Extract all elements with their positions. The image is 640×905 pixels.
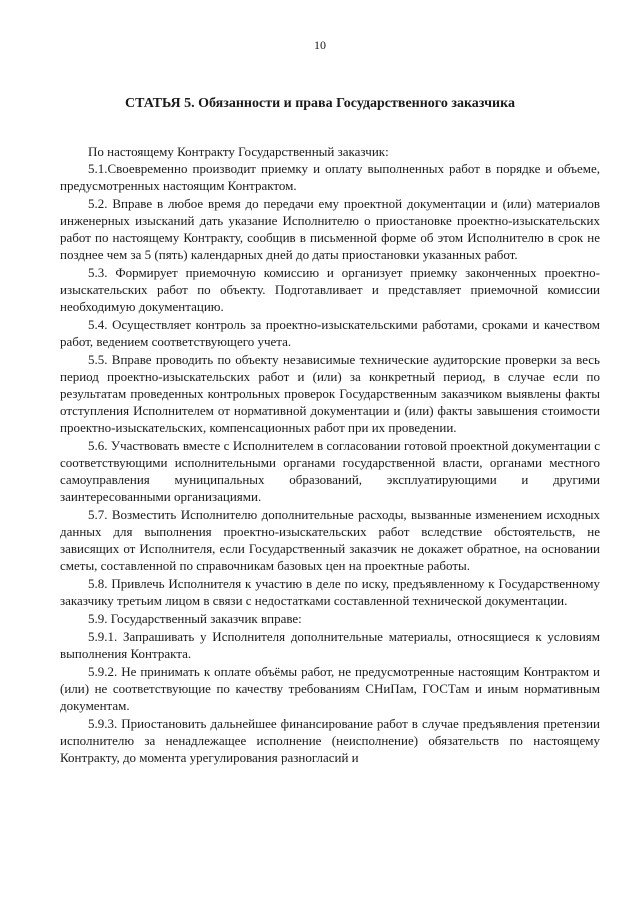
clause-5-1: 5.1.Своевременно производит приемку и оплату выполненных работ в порядке и объеме, предусмотренных настоящим Контрактом.: [60, 161, 600, 193]
page-number: 10: [314, 38, 326, 52]
clause-5-4: 5.4. Осуществляет контроль за проектно-изыскательскими работами, сроками и качеством работ, ведением соответствующего учета.: [60, 317, 600, 349]
article-title: СТАТЬЯ 5. Обязанности и права Государственного заказчика: [125, 96, 515, 111]
clause-5-2: 5.2. Вправе в любое время до передачи ему проектной документации и (или) материалов инженерных изысканий дать указание Исполнителю о приостановке проектно-изыскательских работ по настоящему Контракту, сообщив в письменной форме об этом Исполнителю в срок не позднее чем за 5 (пять) календарных дней до даты приостановки указанных работ.: [60, 196, 600, 262]
clause-5-9-3: 5.9.3. Приостановить дальнейшее финансирование работ в случае предъявления претензии исполнителю за ненадлежащее исполнение (неисполнение) обязательств по настоящему Контракту, до момента урегулирования разногласий и: [60, 716, 600, 765]
clause-5-9: 5.9. Государственный заказчик вправе:: [88, 611, 302, 626]
clause-5-8: 5.8. Привлечь Исполнителя к участию в деле по иску, предъявленному к Государственному заказчику третьим лицом в связи с недостатками составленной технической документации.: [60, 576, 600, 608]
intro-paragraph: По настоящему Контракту Государственный заказчик:: [88, 144, 389, 159]
clause-5-9-2: 5.9.2. Не принимать к оплате объёмы работ, не предусмотренные настоящим Контрактом и (или) не соответствующие по качеству требованиям СНиПам, ГОСТам и иным нормативным документам.: [60, 664, 600, 713]
clause-5-3: 5.3. Формирует приемочную комиссию и организует приемку законченных проектно-изыскательских работ по объекту. Подготавливает и представляет приемочной комиссии необходимую документацию.: [60, 265, 600, 314]
clause-5-7: 5.7. Возместить Исполнителю дополнительные расходы, вызванные изменением исходных данных для выполнения проектно-изыскательских работ вследствие обстоятельств, не зависящих от Исполнителя, если Государственный заказчик не докажет обратное, на основании сметы, составленной по справочникам базовых цен на проектные работы.: [60, 507, 600, 573]
clause-5-5: 5.5. Вправе проводить по объекту независимые технические аудиторские проверки за весь период проектно-изыскательских работ и (или) за конкретный период, в случае если по результатам проведенных контрольных проверок Государственным заказчиком выявлены факты отступления Исполнителем от нормативной документации и (или) факты завышения стоимости проектно-изыскательских, компенсационных работ при их проведении.: [60, 352, 600, 435]
clause-5-9-1: 5.9.1. Запрашивать у Исполнителя дополнительные материалы, относящиеся к условиям выполнения Контракта.: [60, 629, 600, 661]
article-body: [60, 143, 600, 767]
clause-5-6: 5.6. Участвовать вместе с Исполнителем в согласовании готовой проектной документации с соответствующими исполнительными органами государственной власти, органами местного самоуправления муниципальных образований, эксплуатирующими и другими заинтересованными организациями.: [60, 438, 600, 504]
